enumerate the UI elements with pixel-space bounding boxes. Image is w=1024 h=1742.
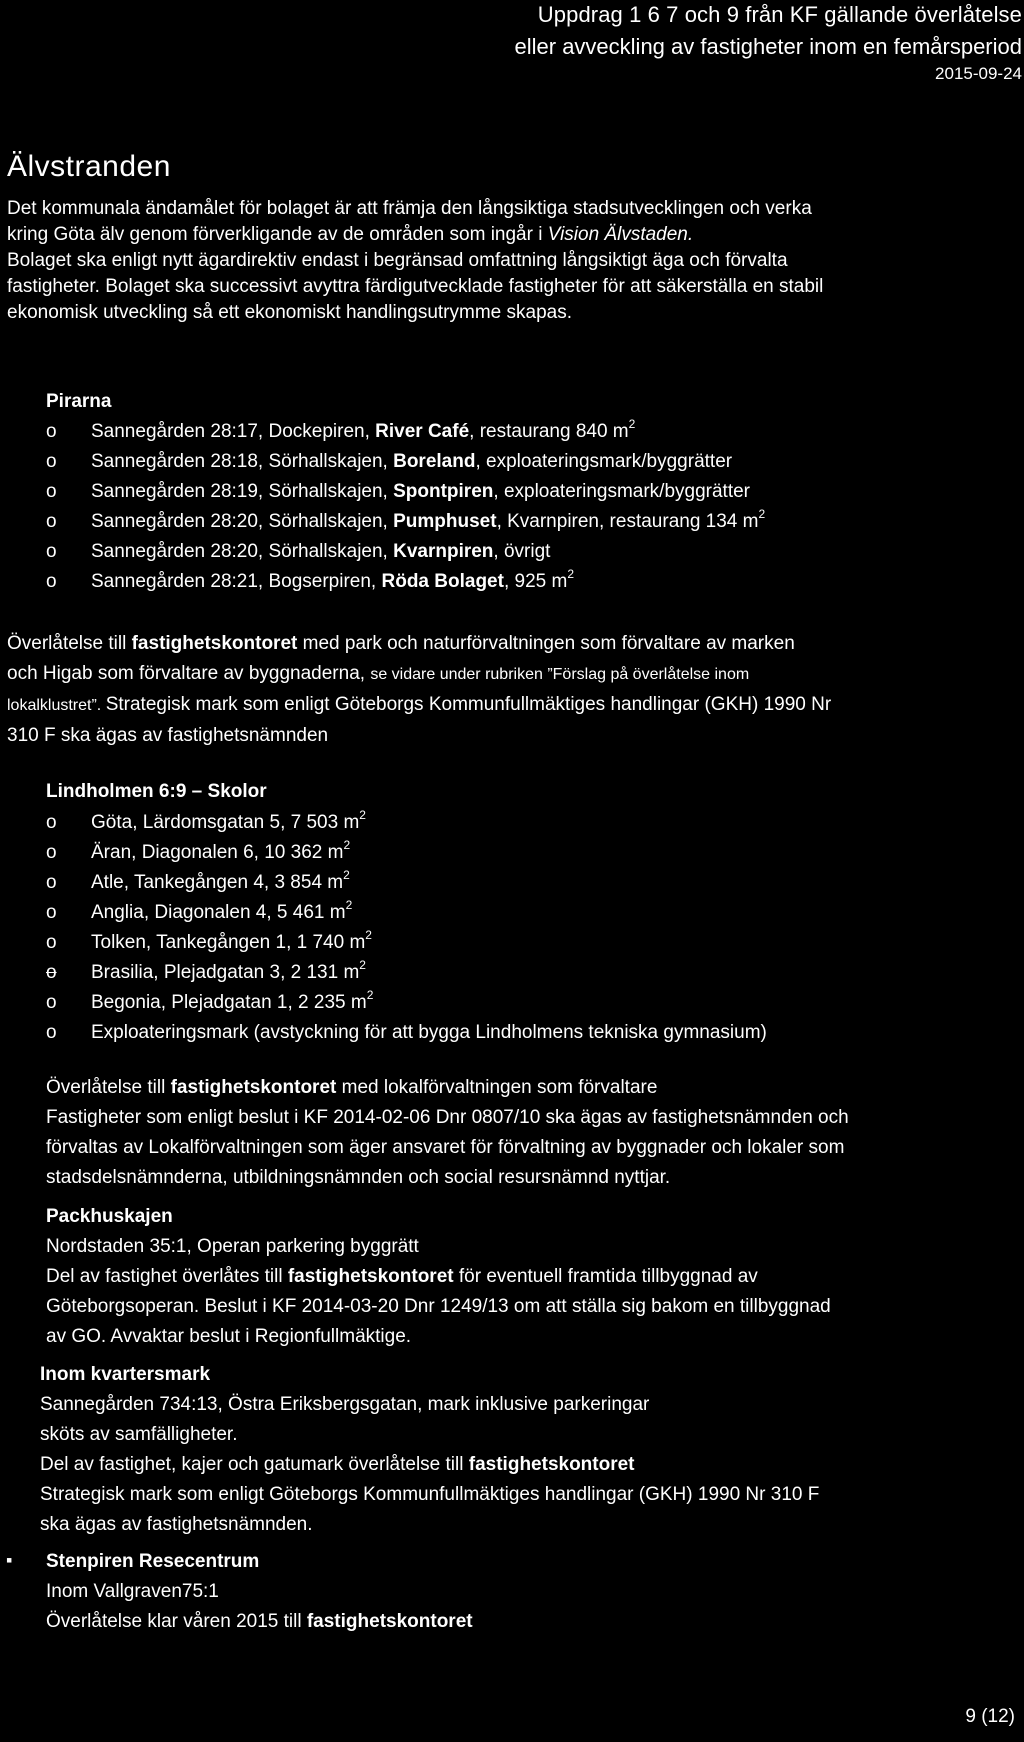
list-bullet: o	[46, 511, 57, 532]
text-line: Fastigheter som enligt beslut i KF 2014-02-06 Dnr 0807/10 ska ägas av fastighetsnämnden och	[46, 1107, 849, 1128]
list-item: o Göta, Lärdomsgatan 5, 7 503 $m^2$	[46, 808, 366, 833]
text-line: Inom Vallgraven75:1	[46, 1581, 219, 1602]
heading-kvartersmark: Inom kvartersmark	[40, 1364, 211, 1385]
intro-line: Bolaget ska enligt nytt ägardirektiv endast i begränsad omfattning långsiktigt äga och förvalta	[7, 250, 788, 271]
list-bullet: o	[46, 992, 57, 1013]
list-bullet: o	[46, 962, 57, 983]
heading-pirarna: Pirarna	[46, 391, 112, 412]
intro-line: fastigheter. Bolaget ska successivt avyttra färdigutvecklade fastigheter för att säkerställa en stabil	[7, 276, 824, 297]
section-title-alvstranden: Älvstranden	[7, 150, 171, 183]
intro-line: kring Göta älv genom förverkligande av de områden som ingår i Vision Älvstaden.	[7, 224, 694, 245]
list-item: o Begonia, Plejadgatan 1, 2 235 $m^2$	[46, 988, 374, 1013]
heading-packhuskajen: Packhuskajen	[46, 1206, 173, 1227]
list-item: o Sannegården 28:20, Sörhallskajen, Kvarnpiren, övrigt	[46, 541, 551, 562]
text-line: av GO. Avvaktar beslut i Regionfullmäktige.	[46, 1326, 412, 1347]
list-item: o Sannegården 28:21, Bogserpiren, Röda Bolaget, 925 $m^2$	[46, 567, 575, 592]
intro-line: Det kommunala ändamålet för bolaget är att främja den långsiktiga stadsutvecklingen och verka	[7, 198, 812, 219]
list-bullet: o	[46, 812, 57, 833]
list-item: o Atle, Tankegången 4, 3 854 $m^2$	[46, 868, 350, 893]
list-item: o Exploateringsmark (avstyckning för att bygga Lindholmens tekniska gymnasium)	[46, 1022, 767, 1043]
list-item: o Sannegården 28:19, Sörhallskajen, Spontpiren, exploateringsmark/byggrätter	[46, 481, 751, 502]
header-title-line1: Uppdrag 1 6 7 och 9 från KF gällande överlåtelse	[537, 2, 1022, 27]
heading-stenpiren: Stenpiren Resecentrum	[46, 1551, 260, 1572]
square-bullet-icon: ▪	[6, 1550, 13, 1570]
list-bullet: o	[46, 842, 57, 863]
text-line: Strategisk mark som enligt Göteborgs Kommunfullmäktiges handlingar (GKH) 1990 Nr 310 F	[40, 1484, 820, 1505]
intro-line: ekonomisk utveckling så ett ekonomiskt handlingsutrymme skapas.	[7, 302, 572, 323]
lindholmen-transfer-text	[46, 1073, 849, 1193]
text-line: förvaltas av Lokalförvaltningen som äger ansvaret för förvaltning av byggnader och lokaler som	[46, 1137, 845, 1158]
list-item: o Sannegården 28:20, Sörhallskajen, Pumphuset, Kvarnpiren, restaurang 134 $m^2$	[46, 507, 766, 532]
list-bullet: o	[46, 481, 57, 502]
intro-paragraph	[7, 196, 823, 326]
text-line: ska ägas av fastighetsnämnden.	[40, 1514, 313, 1535]
text-line: lokalklustret”. Strategisk mark som enligt Göteborgs Kommunfullmäktiges handlingar (GKH) 1990 Nr	[7, 694, 832, 715]
list-bullet: o	[46, 872, 57, 893]
stenpiren-section	[46, 1547, 473, 1637]
list-bullet: o	[46, 1022, 57, 1043]
text-line: stadsdelsnämnderna, utbildningsnämnden och social resursnämnd nyttjar.	[46, 1167, 671, 1188]
list-item: o Brasilia, Plejadgatan 3, 2 131 $m^2$	[46, 958, 366, 983]
text-line: sköts av samfälligheter.	[40, 1424, 238, 1445]
text-line: och Higab som förvaltare av byggnaderna, se vidare under rubriken ”Förslag på överlåtelse inom	[7, 663, 750, 684]
text-line: Nordstaden 35:1, Operan parkering byggrätt	[46, 1236, 419, 1257]
text-line: Del av fastighet, kajer och gatumark överlåtelse till fastighetskontoret	[40, 1454, 635, 1475]
pirarna-transfer-text	[7, 629, 831, 751]
list-item: o Sannegården 28:17, Dockepiren, River Café, restaurang 840 $m^2$	[46, 417, 636, 442]
text-line: Göteborgsoperan. Beslut i KF 2014-03-20 Dnr 1249/13 om att ställa sig bakom en tillbyggnad	[46, 1296, 831, 1317]
list-bullet: o	[46, 421, 57, 442]
packhuskajen-section	[46, 1202, 831, 1352]
list-bullet: o	[46, 541, 57, 562]
list-item: o Anglia, Diagonalen 4, 5 461 $m^2$	[46, 898, 353, 923]
list-item: o Sannegården 28:18, Sörhallskajen, Boreland, exploateringsmark/byggrätter	[46, 451, 733, 472]
list-bullet: o	[46, 902, 57, 923]
list-bullet: o	[46, 451, 57, 472]
list-item: o Tolken, Tankegången 1, 1 740 $m^2$	[46, 928, 372, 953]
text-line: Överlåtelse till fastighetskontoret med lokalförvaltningen som förvaltare	[46, 1077, 658, 1098]
text-line: 310 F ska ägas av fastighetsnämnden	[7, 725, 329, 746]
text-line: Överlåtelse till fastighetskontoret med park och naturförvaltningen som förvaltare av marken	[7, 633, 795, 654]
header-title-line2: eller avveckling av fastigheter inom en femårsperiod	[514, 34, 1022, 59]
text-line: Sannegården 734:13, Östra Eriksbergsgatan, mark inklusive parkeringar	[40, 1394, 650, 1415]
list-bullet: o	[46, 932, 57, 953]
text-line: Överlåtelse klar våren 2015 till fastighetskontoret	[46, 1611, 473, 1632]
list-item: o Äran, Diagonalen 6, 10 362 $m^2$	[46, 838, 351, 863]
page-number: 9 (12)	[965, 1706, 1015, 1727]
kvartersmark-section	[40, 1360, 819, 1540]
vision-alvstaden-title: Vision Älvstaden.	[547, 224, 694, 245]
text-line: Del av fastighet överlåtes till fastighetskontoret för eventuell framtida tillbyggnad av	[46, 1266, 758, 1287]
list-bullet: o	[46, 571, 57, 592]
header-date: 2015-09-24	[935, 64, 1022, 83]
heading-lindholmen: Lindholmen 6:9 – Skolor	[46, 781, 267, 802]
